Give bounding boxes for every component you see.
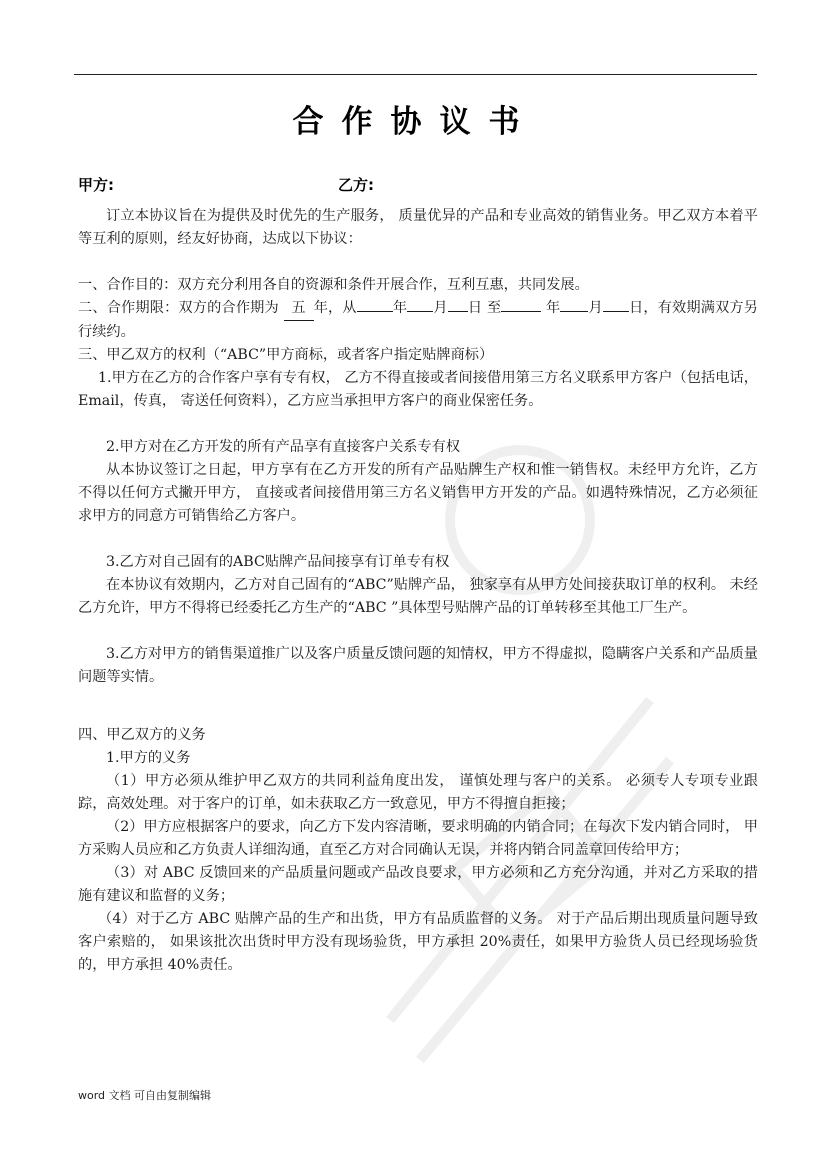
section-4-item-4: （4）对于乙方 ABC 贴牌产品的生产和出货，甲方有品质监督的义务。 对于产品后期出现质量问题导致客户索赔的， 如果该批次出货时甲方没有现场验货，甲方承担 20%责任，如果甲方验货人员已经现场验货的，甲方承担 40%责任。 <box>78 911 758 973</box>
section-3-item-1: 1.甲方在乙方的合作客户享有专有权， 乙方不得直接或者间接借用第三方名义联系甲方客户（包括电话， Email，传真， 寄送任何资料），乙方应当承担甲方客户的商业保密任务。 <box>78 370 758 409</box>
section-3-item-2-body: 从本协议签订之日起，甲方享有在乙方开发的所有产品贴牌生产权和惟一销售权。未经甲方允许，乙方不得以任何方式撇开甲方， 直接或者间接借用第三方名义销售甲方开发的产品。如遇特殊情况，乙方必须征求甲方的同意方可销售给乙方客户。 <box>78 462 758 524</box>
footer-note: word 文档 可自由复制编辑 <box>78 1089 212 1102</box>
end-year-blank <box>501 311 541 312</box>
intro-paragraph: 订立本协议旨在为提供及时优先的生产服务， 质量优异的产品和专业高效的销售业务。甲乙双方本着平等互利的原则，经友好协商，达成以下协议： <box>78 208 758 247</box>
section-3-item-2-title: 2.甲方对在乙方开发的所有产品享有直接客户关系专有权 <box>106 439 461 455</box>
section-3-item-3-body: 在本协议有效期内，乙方对自己固有的“ABC”贴牌产品， 独家享有从甲方处间接获取订单的权利。 未经乙方允许，甲方不得将已经委托乙方生产的“ABC ”具体型号贴牌产品的订单转移至其他工厂生产。 <box>78 577 758 616</box>
top-divider <box>74 74 757 75</box>
document-title: 合作协议书 <box>292 104 538 140</box>
term-prefix: 二、合作期限：双方的合作期为 <box>78 300 284 316</box>
start-day-blank <box>448 311 468 312</box>
section-3-item-3-title: 3.乙方对自己固有的ABC贴牌产品间接享有订单专有权 <box>106 554 450 570</box>
section-4-sub-1: 1.甲方的义务 <box>106 750 191 766</box>
end-day-blank <box>603 311 629 312</box>
document-body <box>78 205 758 977</box>
party-a-label: 甲方: <box>78 176 114 194</box>
section-4-item-3: （3）对 ABC 反馈回来的产品质量问题或产品改良要求，甲方必须和乙方充分沟通，并对乙方采取的措施有建议和监督的义务； <box>78 865 758 904</box>
term-years-blank: 五 <box>284 297 314 321</box>
start-year-blank <box>357 311 393 312</box>
party-b-label: 乙方: <box>338 176 374 194</box>
start-month-blank <box>407 311 433 312</box>
end-month-blank <box>560 311 588 312</box>
section-2-term: 二、合作期限：双方的合作期为 五 年，从 年 月 日 至 年 月 日，有效期满双方另行续约。 <box>78 297 758 344</box>
section-4-heading: 四、甲乙双方的义务 <box>78 727 206 743</box>
section-4-item-2: （2）甲方应根据客户的要求，向乙方下发内容清晰，要求明确的内销合同；在每次下发内销合同时， 甲方采购人员应和乙方负责人详细沟通，直至乙方对合同确认无误，并将内销合同盖章回传给甲方； <box>78 819 758 858</box>
section-3-item-4: 3.乙方对甲方的销售渠道推广以及客户质量反馈问题的知情权，甲方不得虚拟，隐瞒客户关系和产品质量问题等实情。 <box>78 646 758 685</box>
section-4-item-1: （1）甲方必须从维护甲乙双方的共同利益角度出发， 谨慎处理与客户的关系。 必须专人专项专业跟踪，高效处理。对于客户的订单，如未获取乙方一致意见，甲方不得擅自拒接； <box>78 773 758 812</box>
section-1-purpose: 一、合作目的：双方充分利用各自的资源和条件开展合作，互利互惠，共同发展。 <box>78 277 589 293</box>
section-3-heading: 三、甲乙双方的权利（“ABC”甲方商标，或者客户指定贴牌商标） <box>78 347 494 363</box>
